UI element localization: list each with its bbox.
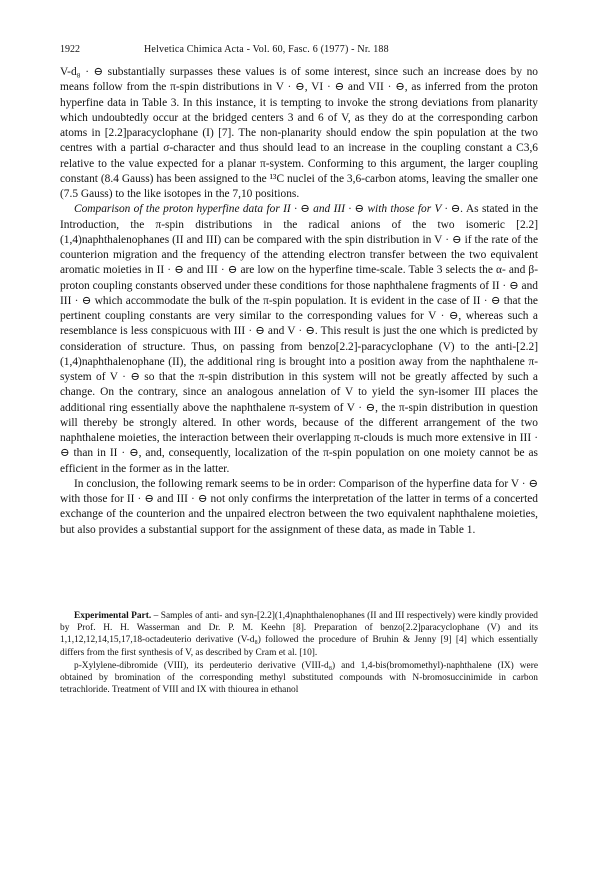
paragraph-2 [60,202,538,477]
page-number: 1922 [60,44,80,55]
main-text [60,65,538,538]
paragraph-2-text: As stated in the Introduction, the π-spin distributions in the radical anions of the two isomeric [2.2](1,4)naphthalenophanes (II and III) can be compared with the spin distribution in V · ⊖ if the rate of the counterion migration and the frequency of the attending electron transfer between the two equivalent aromatic moieties in II · ⊖ and III · ⊖ are low on the hyperfine time-scale. Table 3 selects the α- and β-proton coupling constants observed under these conditions for those naphthalene fragments of II · ⊖ and III · ⊖ which accommodate the bulk of the π-spin population. It is evident in the case of II · ⊖ that the pertinent coupling constants are very similar to the corresponding values for V · ⊖, whereas such a resemblance is less conspicuous with III · ⊖ and V · ⊖. This result is just the one which is predicted by consideration of structure. Thus, on passing from benzo[2.2]-paracyclophane (V) to the anti-[2.2](1,4)naphthalenophane (II), the additional ring is brought into a position away from the naphthalene π-system of V · ⊖ so that the π-spin distribution in this system will not be greatly affected by such a change. On the contrary, since an analogous annelation of V to yield the syn-isomer III places the additional ring essentially above the naphthalene π-system of V · ⊖, the π-spin distribution in question will thereby be strongly altered. In other words, because of the different arrangement of the two naphthalene moieties, the interaction between their overlapping π-clouds is much more extensive in III · ⊖ than in II · ⊖, and, consequently, localization of the π-spin population on one moiety cannot be as efficient in the former as in the latter. [60,203,539,475]
experimental-paragraph-1 [60,610,538,659]
experimental-paragraph-1-text: – Samples of anti- and syn-[2.2](1,4)naphthalenophanes (II and III respectively) were kindly provided by Prof. H. H. Wasserman and Dr. P. M. Keehn [8]. Preparation of benzo[2.2]paracyclophane (V) and its 1,1,12,12,14,15,17,18-octadeuterio derivative (V-d₈) followed the procedure of Bruhin & Jenny [9] [4] which essentially differs from the first synthesis of V, as described by Cram et al. [10]. [60,611,538,658]
running-header [60,44,538,58]
experimental-paragraph-2: p-Xylylene-dibromide (VIII), its perdeuterio derivative (VIII-d₈) and 1,4-bis(bromomethyl)-naphthalene (IX) were obtained by bromination of the corresponding methyl substituted compounds with N-bromosuccinimide in carbon tetrachloride. Treatment of VIII and IX with thiourea in ethanol [60,660,538,696]
section-run-in-title: Comparison of the proton hyperfine data for II · ⊖ and III · ⊖ with those for V · ⊖. [74,203,464,216]
experimental-part [60,610,538,696]
paragraph-1: V-d₈ · ⊖ substantially surpasses these values is of some interest, since such an increase does by no means follow from the π-spin distributions in V · ⊖, VI · ⊖ and VII · ⊖, as inferred from the proton hyperfine data in Table 3. In this instance, it is tempting to invoke the strong deviations from planarity which undoubtedly occur at the bridged centers 3 and 6 of V, as they do at the corresponding carbon atoms in [2.2]paracyclophane (I) [7]. The non-planarity should endow the spin population at the two centres with a partial σ-character and thus should lead to an increase in the coupling constant a C3,6 relative to the value expected for a planar π-system. Conforming to this argument, the larger coupling constant (8.4 Gauss) has been assigned to the ¹³C nuclei of the 3,6-carbon atoms, leaving the smaller one (7.5 Gauss) to the like isotopes in the 7,10 positions. [60,66,538,200]
paragraph-3: In conclusion, the following remark seems to be in order: Comparison of the hyperfine data for V · ⊖ with those for II · ⊖ and III · ⊖ not only confirms the interpretation of the latter in terms of a concerted exchange of the counterion and the unpaired electron between the two equivalent naphthalene moieties, but also provides a substantial support for the assignment of these data, as made in Table 1. [60,477,538,536]
experimental-title: Experimental Part. [74,611,152,621]
running-head: Helvetica Chimica Acta - Vol. 60, Fasc. 6 (1977) - Nr. 188 [144,44,389,55]
